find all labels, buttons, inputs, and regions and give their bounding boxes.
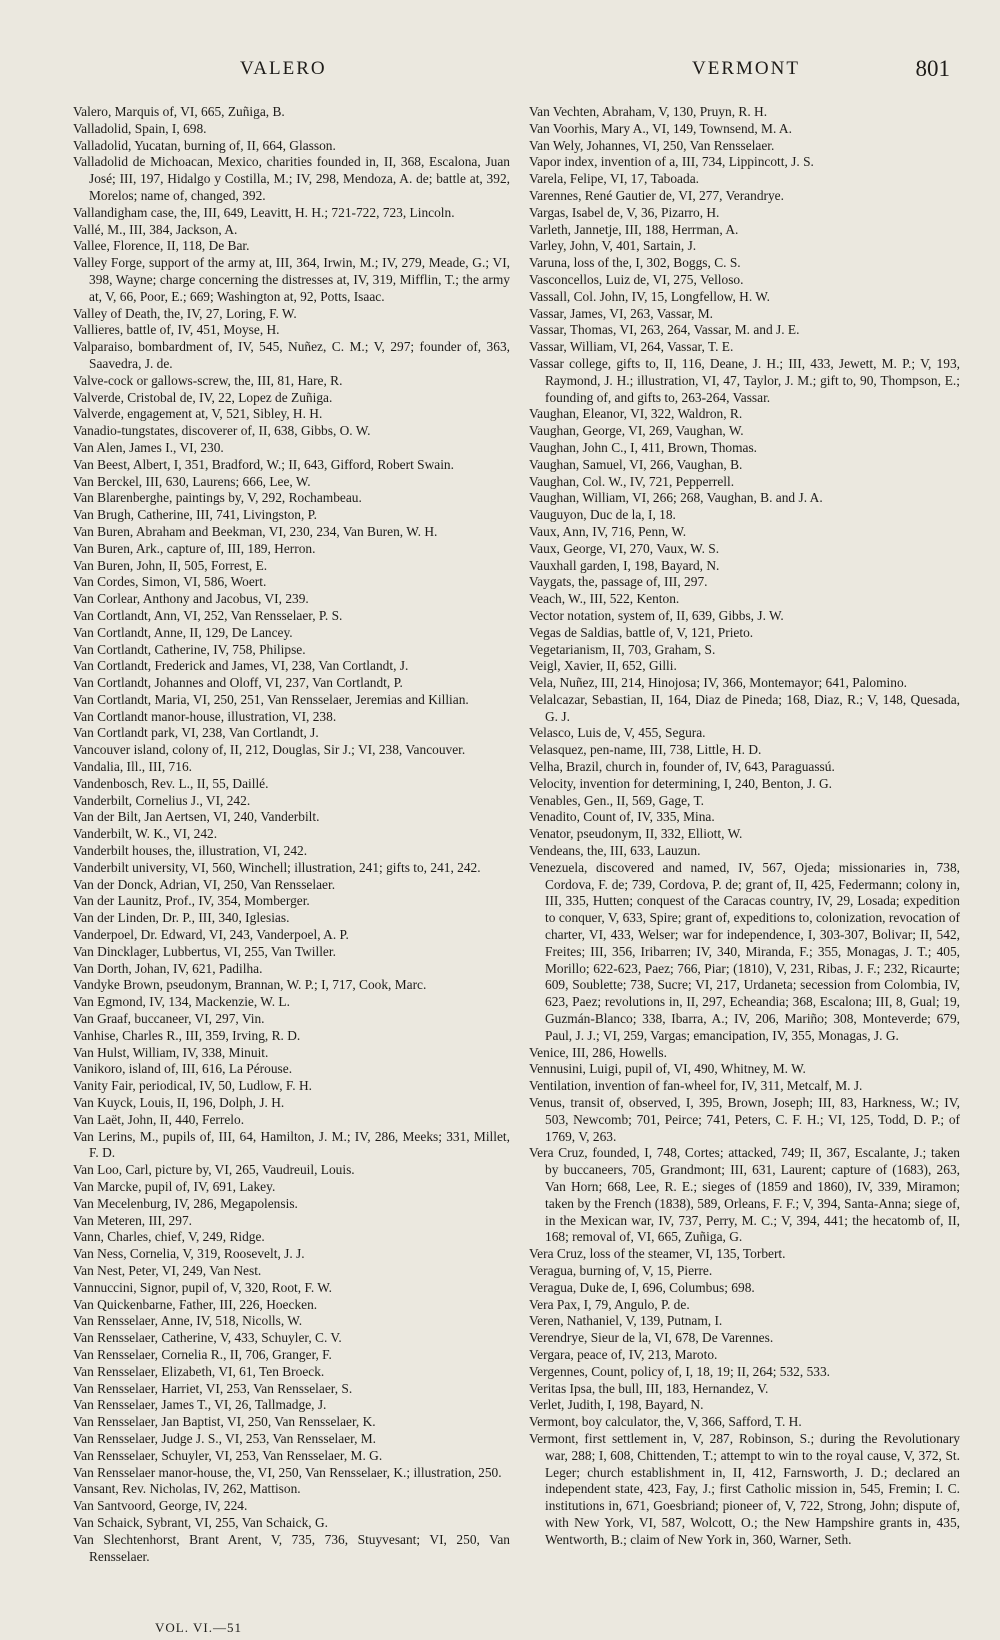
index-entry: Vergennes, Count, policy of, I, 18, 19; II, 264; 532, 533.	[529, 1363, 831, 1379]
index-entry: Vanadio-tungstates, discoverer of, II, 638, Gibbs, O. W.	[73, 423, 371, 439]
index-entry: Van Buren, Ark., capture of, III, 189, Herron.	[73, 540, 316, 556]
index-entry: Vanderbilt university, VI, 560, Winchell; illustration, 241; gifts to, 241, 242.	[73, 859, 481, 875]
index-entry: Veritas Ipsa, the bull, III, 183, Hernandez, V.	[529, 1380, 769, 1396]
index-entry: Vanikoro, island of, III, 616, La Pérouse.	[73, 1061, 293, 1077]
index-entry: Van Blarenberghe, paintings by, V, 292, Rochambeau.	[73, 490, 362, 506]
index-entry: Van Cortlandt park, VI, 238, Van Cortlandt, J.	[73, 725, 319, 741]
index-entry: Van Meteren, III, 297.	[73, 1212, 192, 1228]
index-entry: Valley of Death, the, IV, 27, Loring, F. W.	[73, 305, 297, 321]
index-entry: Vaughan, John C., I, 411, Brown, Thomas.	[529, 439, 757, 455]
index-entry: Vann, Charles, chief, V, 249, Ridge.	[73, 1229, 265, 1245]
index-entry: Valero, Marquis of, VI, 665, Zuñiga, B.	[73, 104, 285, 119]
index-entry: Valladolid de Michoacan, Mexico, charities founded in, II, 368, Escalona, Juan José; III, 197, Hidalgo y Costilla, M.; IV, 298, Mendoza, A. de; battle at, 392, Morelos; name of, changed, 392.	[73, 154, 510, 203]
index-entry: Van Schaick, Sybrant, VI, 255, Van Schaick, G.	[73, 1514, 329, 1530]
index-entry: Venezuela, discovered and named, IV, 567, Ojeda; missionaries in, 738, Cordova, F. de; 739, Cordova, P. de; grant of, II, 425, Federmann; colony in, III, 335, Hutten; conquest of the Caracas country, IV, 29, Losada; expedition to conquer, V, 633, Spire; grant of, expeditions to, colonization, revocation of charter, VI, 433, Welser; war for independence, I, 303-307, Bolivar; II, 542, Freites; III, 356, Iribarren; IV, 340, Miranda, F.; 355, Monagas, J. T.; 405, Morillo; 622-623, Paez; 766, Piar; (1810), V, 231, Ribas, J. F.; 232, Ricaurte; 609, Soublette; 738, Sucre; VI, 217, Urdaneta; secession from Colombia, IV, 623, Paez; revolutions in, II, 297, Echeandia; 368, Escalona; III, 8, Gual; 19, Guzmán-Blanco; 338, Ibarra, A.; IV, 206, Mariño; 308, Monteverde; 679, Paul, J. J.; VI, 259, Vargas; emancipation, IV, 355, Monagas, J. G.	[529, 859, 960, 1043]
index-entry: Vandyke Brown, pseudonym, Brannan, W. P.; I, 717, Cook, Marc.	[73, 977, 427, 993]
index-entry: Vaughan, George, VI, 269, Vaughan, W.	[529, 423, 744, 439]
index-entry: Vassar, James, VI, 263, Vassar, M.	[529, 305, 714, 321]
index-entry: Van Wely, Johannes, VI, 250, Van Rensselaer.	[529, 137, 775, 153]
running-head-left: VALERO	[240, 58, 327, 79]
index-entry: Vegetarianism, II, 703, Graham, S.	[529, 641, 716, 657]
index-column-right	[529, 104, 960, 1549]
index-entry: Vannuccini, Signor, pupil of, V, 320, Root, F. W.	[73, 1279, 333, 1295]
running-head-right: VERMONT	[692, 58, 800, 79]
index-entry: Valladolid, Spain, I, 698.	[73, 120, 207, 136]
index-entry: Vapor index, invention of a, III, 734, Lippincott, J. S.	[529, 154, 814, 170]
index-entry: Van Buren, Abraham and Beekman, VI, 230, 234, Van Buren, W. H.	[73, 523, 438, 539]
index-entry: Valve-cock or gallows-screw, the, III, 81, Hare, R.	[73, 372, 343, 388]
index-entry: Vanderbilt, Cornelius J., VI, 242.	[73, 792, 251, 808]
index-entry: Van Rensselaer, Schuyler, VI, 253, Van Rensselaer, M. G.	[73, 1447, 383, 1463]
index-entry: Ventilation, invention of fan-wheel for, IV, 311, Metcalf, M. J.	[529, 1078, 863, 1094]
index-entry: Velocity, invention for determining, I, 240, Benton, J. G.	[529, 775, 832, 791]
index-entry: Van Kuyck, Louis, II, 196, Dolph, J. H.	[73, 1095, 285, 1111]
index-entry: Van Rensselaer, Anne, IV, 518, Nicolls, W.	[73, 1313, 303, 1329]
index-entry: Vauxhall garden, I, 198, Bayard, N.	[529, 557, 720, 573]
index-entry: Van Cortlandt, Catherine, IV, 758, Philipse.	[73, 641, 306, 657]
index-entry: Van Nest, Peter, VI, 249, Van Nest.	[73, 1262, 262, 1278]
index-entry: Velasquez, pen-name, III, 738, Little, H. D.	[529, 742, 762, 758]
index-entry: Vaughan, Eleanor, VI, 322, Waldron, R.	[529, 406, 743, 422]
index-entry: Vegas de Saldias, battle of, V, 121, Prieto.	[529, 624, 754, 640]
index-entry: Van Brugh, Catherine, III, 741, Livingston, P.	[73, 507, 317, 523]
index-entry: Van der Launitz, Prof., IV, 354, Momberger.	[73, 893, 310, 909]
index-entry: Vargas, Isabel de, V, 36, Pizarro, H.	[529, 204, 720, 220]
index-entry: Vanderbilt houses, the, illustration, VI, 242.	[73, 843, 308, 859]
index-entry: Velasco, Luis de, V, 455, Segura.	[529, 725, 706, 741]
index-entry: Van Egmond, IV, 134, Mackenzie, W. L.	[73, 994, 290, 1010]
index-entry: Vallieres, battle of, IV, 451, Moyse, H.	[73, 322, 280, 338]
index-entry: Vela, Nuñez, III, 214, Hinojosa; IV, 366, Montemayor; 641, Palomino.	[529, 675, 907, 691]
index-entry: Vallé, M., III, 384, Jackson, A.	[73, 221, 238, 237]
index-entry: Vaughan, Col. W., IV, 721, Pepperrell.	[529, 473, 735, 489]
index-entry: Vansant, Rev. Nicholas, IV, 262, Mattison.	[73, 1481, 301, 1497]
index-entry: Venice, III, 286, Howells.	[529, 1044, 667, 1060]
index-entry: Venadito, Count of, IV, 335, Mina.	[529, 809, 715, 825]
index-entry: Vendeans, the, III, 633, Lauzun.	[529, 843, 701, 859]
index-entry: Van Quickenbarne, Father, III, 226, Hoecken.	[73, 1296, 318, 1312]
index-entry: Vaughan, Samuel, VI, 266, Vaughan, B.	[529, 456, 743, 472]
index-entry: Valverde, engagement at, V, 521, Sibley, H. H.	[73, 406, 323, 422]
index-entry: Varuna, loss of the, I, 302, Boggs, C. S.	[529, 255, 741, 271]
index-entry: Vermont, boy calculator, the, V, 366, Safford, T. H.	[529, 1414, 802, 1430]
signature-mark: VOL. VI.—51	[155, 1620, 242, 1635]
index-entry: Vennusini, Luigi, pupil of, VI, 490, Whitney, M. W.	[529, 1061, 806, 1077]
index-entry: Van Beest, Albert, I, 351, Bradford, W.; II, 643, Gifford, Robert Swain.	[73, 456, 454, 472]
index-entry: Van Rensselaer, Harriet, VI, 253, Van Rensselaer, S.	[73, 1380, 353, 1396]
index-entry: Van Berckel, III, 630, Laurens; 666, Lee, W.	[73, 473, 311, 489]
index-entry: Van Mecelenburg, IV, 286, Megapolensis.	[73, 1195, 298, 1211]
index-entry: Van Dincklager, Lubbertus, VI, 255, Van Twiller.	[73, 943, 336, 959]
index-entry: Van Loo, Carl, picture by, VI, 265, Vaudreuil, Louis.	[73, 1162, 355, 1178]
index-entry: Vancouver island, colony of, II, 212, Douglas, Sir J.; VI, 238, Vancouver.	[73, 742, 466, 758]
index-entry: Veren, Nathaniel, V, 139, Putnam, I.	[529, 1313, 723, 1329]
index-entry: Velha, Brazil, church in, founder of, IV, 643, Paraguassú.	[529, 759, 835, 775]
index-entry: Vergara, peace of, IV, 213, Maroto.	[529, 1346, 718, 1362]
index-entry: Vauguyon, Duc de la, I, 18.	[529, 507, 676, 523]
index-entry: Veach, W., III, 522, Kenton.	[529, 591, 680, 607]
index-entry: Van Marcke, pupil of, IV, 691, Lakey.	[73, 1179, 276, 1194]
index-entry: Varennes, René Gautier de, VI, 277, Verandrye.	[529, 187, 784, 203]
index-entry: Vaygats, the, passage of, III, 297.	[529, 574, 708, 590]
index-entry: Vasconcellos, Luiz de, VI, 275, Velloso.	[529, 271, 744, 287]
index-entry: Van Cortlandt, Anne, II, 129, De Lancey.	[73, 624, 293, 640]
index-entry: Venator, pseudonym, II, 332, Elliott, W.	[529, 826, 743, 842]
index-entry: Vandalia, Ill., III, 716.	[73, 759, 192, 775]
index-entry: Van Cortlandt, Maria, VI, 250, 251, Van Rensselaer, Jeremias and Killian.	[73, 691, 469, 707]
index-entry: Van Lerins, M., pupils of, III, 64, Hamilton, J. M.; IV, 286, Meeks; 331, Millet, F. D.	[73, 1128, 510, 1161]
index-entry: Vanderpoel, Dr. Edward, VI, 243, Vanderpoel, A. P.	[73, 927, 349, 943]
index-entry: Vaughan, William, VI, 266; 268, Vaughan, B. and J. A.	[529, 490, 823, 506]
index-entry: Vera Cruz, founded, I, 748, Cortes; attacked, 749; II, 367, Escalante, J.; taken by buccaneers, 705, Grandmont; III, 631, Laurent; capture of (1683), 263, Van Horn; 668, Lee, R. E.; sieges of (1859 and 1860), IV, 339, Miramon; taken by the French (1838), 589, Orleans, F. F.; V, 394, Santa-Anna; siege of, in the Mexican war, IV, 737, Perry, M. C.; V, 394, 441; the hecatomb of, II, 168; removal of, VI, 665, Zuñiga, G.	[529, 1145, 960, 1245]
index-entry: Vassar college, gifts to, II, 116, Deane, J. H.; III, 433, Jewett, M. P.; V, 193, Raymond, J. H.; illustration, VI, 47, Taylor, J. M.; gift to, 90, Thompson, E.; founding of, and gifts to, 263-264, Vassar.	[529, 355, 960, 405]
index-entry: Vanhise, Charles R., III, 359, Irving, R. D.	[73, 1027, 301, 1043]
index-entry: Vector notation, system of, II, 639, Gibbs, J. W.	[529, 607, 784, 623]
index-entry: Vera Cruz, loss of the steamer, VI, 135, Torbert.	[529, 1246, 786, 1262]
index-entry: Van Cortlandt, Johannes and Oloff, VI, 237, Van Cortlandt, P.	[73, 675, 403, 691]
index-entry: Van Cordes, Simon, VI, 586, Woert.	[73, 574, 267, 590]
index-entry: Venus, transit of, observed, I, 395, Brown, Joseph; III, 83, Harkness, W.; IV, 503, Newcomb; 701, Peirce; 741, Peters, C. F. H.; VI, 125, Todd, D. P.; of 1769, V, 263.	[529, 1095, 960, 1144]
index-entry: Valley Forge, support of the army at, III, 364, Irwin, M.; IV, 279, Meade, G.; VI, 398, Wayne; charge concerning the distresses at, IV, 319, Mifflin, T.; the army at, V, 66, Poor, E.; 669; Washington at, 92, Potts, Isaac.	[73, 255, 510, 304]
index-entry: Van der Bilt, Jan Aertsen, VI, 240, Vanderbilt.	[73, 809, 320, 825]
index-entry: Venables, Gen., II, 569, Gage, T.	[529, 792, 705, 808]
index-entry: Van Rensselaer manor-house, the, VI, 250, Van Rensselaer, K.; illustration, 250.	[73, 1464, 502, 1480]
index-entry: Vanderbilt, W. K., VI, 242.	[73, 826, 218, 842]
index-entry: Van Slechtenhorst, Brant Arent, V, 735, 736, Stuyvesant; VI, 250, Van Rensselaer.	[73, 1531, 510, 1564]
index-entry: Velalcazar, Sebastian, II, 164, Diaz de Pineda; 168, Diaz, R.; V, 148, Quesada, G. J.	[529, 691, 960, 724]
index-entry: Van Dorth, Johan, IV, 621, Padilha.	[73, 960, 263, 976]
index-entry: Van Rensselaer, Cornelia R., II, 706, Granger, F.	[73, 1346, 332, 1362]
index-entry: Van Laët, John, II, 440, Ferrelo.	[73, 1111, 245, 1127]
index-entry: Varley, John, V, 401, Sartain, J.	[529, 238, 697, 254]
index-entry: Van Graaf, buccaneer, VI, 297, Vin.	[73, 1011, 265, 1027]
index-entry: Verlet, Judith, I, 198, Bayard, N.	[529, 1397, 704, 1413]
index-entry: Vanity Fair, periodical, IV, 50, Ludlow, F. H.	[73, 1078, 313, 1094]
index-entry: Van Cortlandt manor-house, illustration, VI, 238.	[73, 708, 337, 724]
index-entry: Verendrye, Sieur de la, VI, 678, De Varennes.	[529, 1330, 774, 1346]
index-entry: Van Buren, John, II, 505, Forrest, E.	[73, 557, 268, 573]
index-entry: Veragua, Duke de, I, 696, Columbus; 698.	[529, 1279, 755, 1295]
index-entry: Vaux, George, VI, 270, Vaux, W. S.	[529, 540, 720, 556]
page-number: 801	[915, 56, 950, 81]
index-entry: Valladolid, Yucatan, burning of, II, 664, Glasson.	[73, 137, 336, 153]
index-entry: Van Rensselaer, Jan Baptist, VI, 250, Van Rensselaer, K.	[73, 1414, 376, 1430]
index-entry: Varela, Felipe, VI, 17, Taboada.	[529, 171, 699, 187]
index-entry: Valverde, Cristobal de, IV, 22, Lopez de Zuñiga.	[73, 389, 333, 405]
index-entry: Van der Donck, Adrian, VI, 250, Van Rensselaer.	[73, 876, 336, 892]
index-entry: Vallandigham case, the, III, 649, Leavitt, H. H.; 721-722, 723, Lincoln.	[73, 204, 455, 220]
index-entry: Vaux, Ann, IV, 716, Penn, W.	[529, 523, 687, 539]
index-entry: Van Corlear, Anthony and Jacobus, VI, 239.	[73, 591, 309, 607]
index-entry: Van der Linden, Dr. P., III, 340, Iglesias.	[73, 910, 290, 926]
index-entry: Varleth, Jannetje, III, 188, Herrman, A.	[529, 221, 739, 237]
index-entry: Van Alen, James I., VI, 230.	[73, 439, 224, 455]
index-entry: Van Rensselaer, James T., VI, 26, Tallmadge, J.	[73, 1397, 327, 1413]
index-entry: Van Rensselaer, Judge J. S., VI, 253, Van Rensselaer, M.	[73, 1430, 377, 1446]
index-entry: Veigl, Xavier, II, 652, Gilli.	[529, 658, 677, 674]
index-entry: Vassall, Col. John, IV, 15, Longfellow, H. W.	[529, 288, 771, 304]
index-entry: Van Hulst, William, IV, 338, Minuit.	[73, 1044, 269, 1060]
index-entry: Van Santvoord, George, IV, 224.	[73, 1498, 248, 1514]
index-entry: Van Cortlandt, Frederick and James, VI, 238, Van Cortlandt, J.	[73, 658, 409, 674]
index-entry: Van Cortlandt, Ann, VI, 252, Van Rensselaer, P. S.	[73, 607, 343, 623]
index-entry: Vassar, Thomas, VI, 263, 264, Vassar, M. and J. E.	[529, 322, 800, 338]
index-entry: Van Rensselaer, Elizabeth, VI, 61, Ten Broeck.	[73, 1363, 325, 1379]
index-entry: Vermont, first settlement in, V, 287, Robinson, S.; during the Revolutionary war, 288; I, 608, Chittenden, T.; attempt to win to the royal cause, V, 372, St. Leger; church establishment in, II, 412, Farnsworth, J. D.; declared an independent state, 423, Fay, J.; first Catholic mission in, 545, Fremin; I. C. institutions in, 671, Goesbriand; pioneer of, V, 722, Strong, John; dispute of, with New York, VI, 587, Wolcott, O.; the New Hampshire grants in, 435, Wentworth, B.; claim of New York in, 360, Warner, Seth.	[529, 1430, 960, 1547]
index-entry: Vandenbosch, Rev. L., II, 55, Daillé.	[73, 775, 269, 791]
index-entry: Vallee, Florence, II, 118, De Bar.	[73, 238, 250, 254]
index-entry: Van Ness, Cornelia, V, 319, Roosevelt, J. J.	[73, 1246, 305, 1262]
index-entry: Van Rensselaer, Catherine, V, 433, Schuyler, C. V.	[73, 1330, 342, 1346]
index-entry: Veragua, burning of, V, 15, Pierre.	[529, 1262, 713, 1278]
index-entry: Van Vechten, Abraham, V, 130, Pruyn, R. H.	[529, 104, 768, 119]
index-entry: Van Voorhis, Mary A., VI, 149, Townsend, M. A.	[529, 120, 792, 136]
index-column-left	[73, 104, 510, 1565]
index-entry: Valparaiso, bombardment of, IV, 545, Nuñez, C. M.; V, 297; founder of, 363, Saavedra, J. de.	[73, 339, 510, 371]
index-entry: Vassar, William, VI, 264, Vassar, T. E.	[529, 339, 734, 355]
index-entry: Vera Pax, I, 79, Angulo, P. de.	[529, 1296, 690, 1312]
